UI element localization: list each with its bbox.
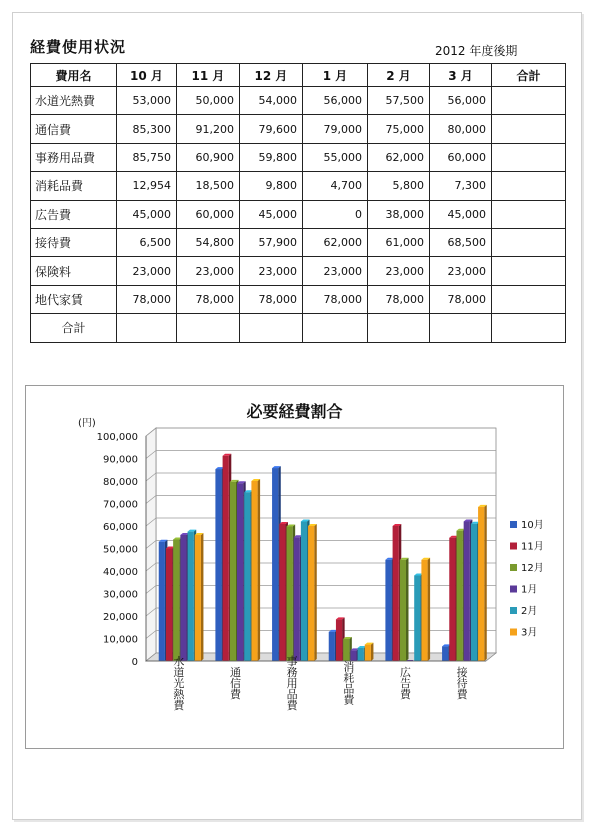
row-total-cell	[492, 143, 566, 171]
bar-事務用品費-3月	[308, 526, 314, 661]
legend-label: 3月	[521, 627, 538, 639]
y-tick-label: 20,000	[103, 612, 138, 623]
amount-cell: 54,000	[240, 87, 303, 115]
amount-cell: 7,300	[430, 172, 492, 200]
amount-cell	[177, 314, 240, 342]
bar-水道光熱費-2月	[188, 532, 194, 661]
column-header: 合計	[492, 64, 566, 87]
x-category-label: 水道光熱費	[171, 655, 185, 711]
bar-広告費-12月-side	[406, 558, 409, 661]
bar-水道光熱費-3月	[195, 535, 201, 661]
amount-cell: 79,600	[240, 115, 303, 143]
amount-cell: 18,500	[177, 172, 240, 200]
amount-cell	[117, 314, 177, 342]
expense-name-cell: 消耗品費	[31, 172, 117, 200]
amount-cell: 85,300	[117, 115, 177, 143]
amount-cell: 80,000	[430, 115, 492, 143]
table-row	[31, 257, 566, 285]
amount-cell: 53,000	[117, 87, 177, 115]
amount-cell: 85,750	[117, 143, 177, 171]
bar-通信費-3月-side	[258, 479, 261, 661]
amount-cell: 62,000	[368, 143, 430, 171]
y-tick-label: 70,000	[103, 499, 138, 511]
bar-chart	[26, 386, 563, 748]
legend-swatch	[510, 564, 517, 571]
x-category-label: 消耗品費	[341, 661, 355, 705]
column-header: 1 月	[303, 64, 368, 87]
row-total-cell	[492, 172, 566, 200]
amount-cell: 60,900	[177, 143, 240, 171]
bar-水道光熱費-3月-side	[201, 533, 204, 661]
amount-cell: 60,000	[430, 143, 492, 171]
row-total-cell	[492, 228, 566, 256]
amount-cell: 60,000	[177, 200, 240, 228]
legend-swatch	[510, 629, 517, 636]
document-title: 経費使用状況	[30, 38, 127, 56]
bar-消耗品費-2月	[358, 648, 364, 661]
amount-cell	[368, 314, 430, 342]
legend-label: 10月	[521, 520, 544, 531]
amount-cell: 23,000	[430, 257, 492, 285]
legend-label: 2月	[521, 606, 538, 617]
bar-通信費-12月	[230, 482, 236, 661]
expense-name-cell: 合計	[31, 314, 117, 342]
bar-広告費-3月-side	[428, 558, 431, 661]
bar-接待費-3月-side	[484, 505, 487, 661]
bar-通信費-11月	[223, 456, 229, 661]
amount-cell: 78,000	[240, 285, 303, 313]
row-total-cell	[492, 285, 566, 313]
amount-cell: 79,000	[303, 115, 368, 143]
bar-接待費-11月	[449, 538, 455, 661]
table-row	[31, 228, 566, 256]
table-row	[31, 200, 566, 228]
row-total-cell	[492, 200, 566, 228]
bar-接待費-12月	[456, 531, 462, 661]
expense-name-cell: 水道光熱費	[31, 87, 117, 115]
chart-panel	[25, 385, 564, 749]
y-tick-label: 10,000	[103, 634, 138, 646]
bar-消耗品費-12月	[343, 639, 349, 661]
amount-cell: 5,800	[368, 172, 430, 200]
row-total-cell	[492, 115, 566, 143]
bar-事務用品費-12月	[286, 526, 292, 661]
column-header: 10 月	[117, 64, 177, 87]
expense-name-cell: 接待費	[31, 228, 117, 256]
bar-接待費-2月	[471, 524, 477, 661]
bar-接待費-3月	[478, 507, 484, 661]
amount-cell	[303, 314, 368, 342]
expense-name-cell: 通信費	[31, 115, 117, 143]
amount-cell: 55,000	[303, 143, 368, 171]
legend-swatch	[510, 586, 517, 593]
expense-name-cell: 広告費	[31, 200, 117, 228]
y-tick-label: 50,000	[103, 544, 138, 556]
bar-水道光熱費-12月	[173, 540, 179, 662]
amount-cell: 4,700	[303, 172, 368, 200]
expense-name-cell: 事務用品費	[31, 143, 117, 171]
amount-cell: 23,000	[177, 257, 240, 285]
amount-cell: 78,000	[117, 285, 177, 313]
bar-消耗品費-11月	[336, 619, 342, 661]
expense-name-cell: 保険料	[31, 257, 117, 285]
row-total-cell	[492, 257, 566, 285]
bar-通信費-2月	[244, 492, 250, 661]
amount-cell: 78,000	[430, 285, 492, 313]
legend-swatch	[510, 607, 517, 614]
amount-cell: 23,000	[303, 257, 368, 285]
y-tick-label: 60,000	[103, 522, 138, 533]
amount-cell: 6,500	[117, 228, 177, 256]
fiscal-period: 2012 年度後期	[435, 44, 518, 58]
table-header-row	[31, 64, 566, 87]
y-axis-label: (円)	[78, 418, 96, 429]
bar-消耗品費-10月	[329, 632, 335, 661]
chart-title: 必要経費割合	[246, 402, 343, 421]
amount-cell: 57,500	[368, 87, 430, 115]
amount-cell: 23,000	[240, 257, 303, 285]
bar-広告費-12月	[400, 560, 406, 661]
row-total-cell	[492, 87, 566, 115]
table-row	[31, 87, 566, 115]
bar-通信費-3月	[251, 481, 257, 661]
column-header: 費用名	[31, 64, 117, 87]
legend-label: 11月	[521, 541, 544, 553]
bar-通信費-10月	[215, 469, 221, 661]
x-category-label: 事務用品費	[285, 655, 299, 711]
column-header: 12 月	[240, 64, 303, 87]
y-tick-label: 90,000	[103, 454, 138, 466]
amount-cell: 91,200	[177, 115, 240, 143]
legend-swatch	[510, 543, 517, 550]
amount-cell: 45,000	[430, 200, 492, 228]
amount-cell: 56,000	[303, 87, 368, 115]
column-header: 3 月	[430, 64, 492, 87]
bar-接待費-1月	[464, 522, 470, 662]
bar-事務用品費-1月	[294, 537, 300, 661]
total-row	[31, 314, 566, 342]
amount-cell: 12,954	[117, 172, 177, 200]
y-tick-label: 80,000	[103, 477, 138, 488]
amount-cell: 23,000	[117, 257, 177, 285]
amount-cell: 45,000	[117, 200, 177, 228]
amount-cell: 75,000	[368, 115, 430, 143]
amount-cell: 23,000	[368, 257, 430, 285]
column-header: 11 月	[177, 64, 240, 87]
bar-広告費-2月	[414, 576, 420, 662]
y-tick-label: 30,000	[103, 589, 138, 601]
amount-cell: 54,800	[177, 228, 240, 256]
table-row	[31, 115, 566, 143]
table-row	[31, 172, 566, 200]
bar-事務用品費-11月	[279, 524, 285, 661]
bar-事務用品費-10月	[272, 468, 278, 661]
amount-cell: 62,000	[303, 228, 368, 256]
amount-cell: 59,800	[240, 143, 303, 171]
amount-cell: 9,800	[240, 172, 303, 200]
row-total-cell	[492, 314, 566, 342]
expense-table	[30, 63, 566, 343]
bar-事務用品費-2月	[301, 522, 307, 662]
bar-消耗品費-1月	[350, 650, 356, 661]
bar-広告費-11月	[393, 526, 399, 661]
legend-label: 1月	[521, 584, 538, 596]
bar-水道光熱費-11月	[166, 549, 172, 662]
amount-cell: 78,000	[303, 285, 368, 313]
y-tick-label: 0	[131, 657, 138, 668]
bar-事務用品費-3月-side	[314, 524, 317, 661]
bar-消耗品費-3月-side	[371, 643, 374, 661]
legend-swatch	[510, 521, 517, 528]
amount-cell	[430, 314, 492, 342]
amount-cell: 45,000	[240, 200, 303, 228]
bar-水道光熱費-1月	[180, 535, 186, 661]
amount-cell: 61,000	[368, 228, 430, 256]
bar-水道光熱費-10月	[159, 542, 165, 661]
x-category-label: 広告費	[398, 666, 412, 700]
amount-cell: 50,000	[177, 87, 240, 115]
amount-cell: 68,500	[430, 228, 492, 256]
y-tick-label: 100,000	[96, 432, 138, 443]
column-header: 2 月	[368, 64, 430, 87]
expense-name-cell: 地代家賃	[31, 285, 117, 313]
legend-label: 12月	[521, 563, 544, 574]
bar-消耗品費-3月	[365, 645, 371, 661]
table-row	[31, 285, 566, 313]
x-category-label: 接待費	[455, 666, 469, 700]
bar-接待費-10月	[442, 646, 448, 661]
amount-cell: 0	[303, 200, 368, 228]
amount-cell: 78,000	[368, 285, 430, 313]
amount-cell: 57,900	[240, 228, 303, 256]
bar-広告費-3月	[421, 560, 427, 661]
table-row	[31, 143, 566, 171]
amount-cell	[240, 314, 303, 342]
amount-cell: 38,000	[368, 200, 430, 228]
y-tick-label: 40,000	[103, 567, 138, 578]
amount-cell: 56,000	[430, 87, 492, 115]
bar-通信費-1月	[237, 483, 243, 661]
bar-広告費-10月	[385, 560, 391, 661]
amount-cell: 78,000	[177, 285, 240, 313]
x-category-label: 通信費	[228, 666, 242, 700]
